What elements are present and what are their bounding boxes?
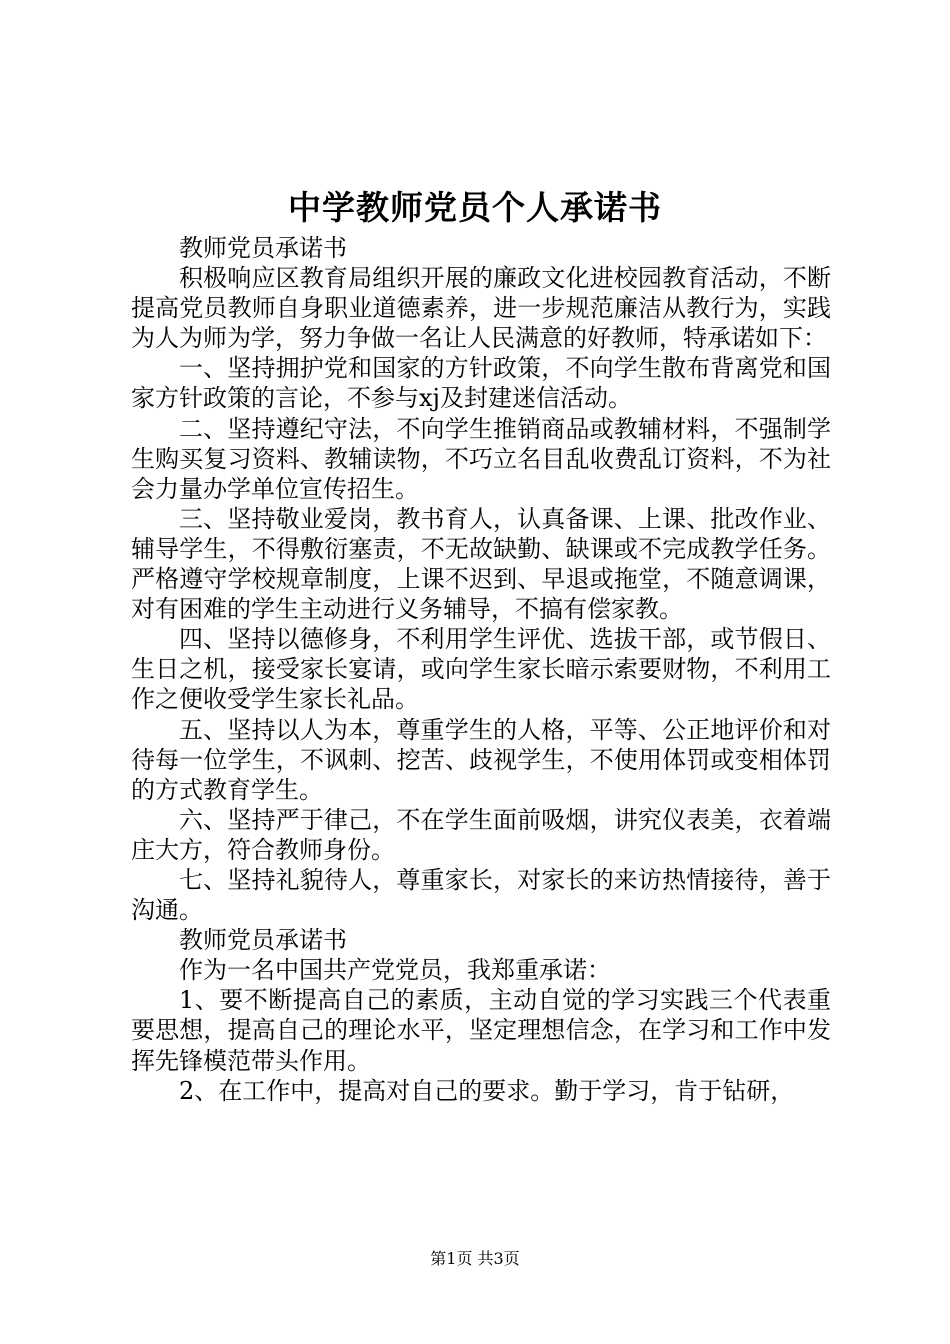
paragraph-item-6: 六、坚持严于律己，不在学生面前吸烟，讲究仪表美，衣着端庄大方，符合教师身份。 [131,805,831,864]
paragraph-item-3: 三、坚持敬业爱岗，教书育人，认真备课、上课、批改作业、辅导学生，不得敷衍塞责，不无故缺勤、缺课或不完成教学任务。严格遵守学校规章制度，上课不迟到、早退或拖堂，不随意调课，对有困难的学生主动进行义务辅导，不搞有偿家教。 [131,504,831,624]
page-number-footer: 第1页 共3页 [430,1249,520,1268]
paragraph-item-1: 一、坚持拥护党和国家的方针政策，不向学生散布背离党和国家方针政策的言论，不参与xj及封建迷信活动。 [131,354,831,413]
paragraph-item-5: 五、坚持以人为本，尊重学生的人格，平等、公正地评价和对待每一位学生，不讽刺、挖苦、歧视学生，不使用体罚或变相体罚的方式教育学生。 [131,715,831,804]
paragraph-heading-1: 教师党员承诺书 [179,234,347,262]
document-body [131,233,831,1106]
paragraph-item-7: 七、坚持礼貌待人，尊重家长，对家长的来访热情接待，善于沟通。 [131,865,831,925]
paragraph-intro: 积极响应区教育局组织开展的廉政文化进校园教育活动，不断提高党员教师自身职业道德素养，进一步规范廉洁从教行为，实践为人为师为学，努力争做一名让人民满意的好教师，特承诺如下： [131,264,831,353]
paragraph-item-2: 二、坚持遵纪守法，不向学生推销商品或教辅材料，不强制学生购买复习资料、教辅读物，不巧立名目乱收费乱订资料，不为社会力量办学单位宣传招生。 [131,414,831,503]
paragraph-pledge-2: 2、在工作中，提高对自己的要求。勤于学习，肯于钻研， [179,1076,795,1105]
paragraph-item-4: 四、坚持以德修身，不利用学生评优、选拔干部，或节假日、生日之机，接受家长宴请，或向学生家长暗示索要财物，不利用工作之便收受学生家长礼品。 [131,625,831,714]
paragraph-heading-2: 教师党员承诺书 [179,926,347,955]
document-title: 中学教师党员个人承诺书 [288,188,662,227]
paragraph-pledge-1: 1、要不断提高自己的素质，主动自觉的学习实践三个代表重要思想，提高自己的理论水平，坚定理想信念，在学习和工作中发挥先锋模范带头作用。 [131,986,831,1075]
paragraph-pledge-intro: 作为一名中国共产党党员，我郑重承诺： [179,956,611,985]
